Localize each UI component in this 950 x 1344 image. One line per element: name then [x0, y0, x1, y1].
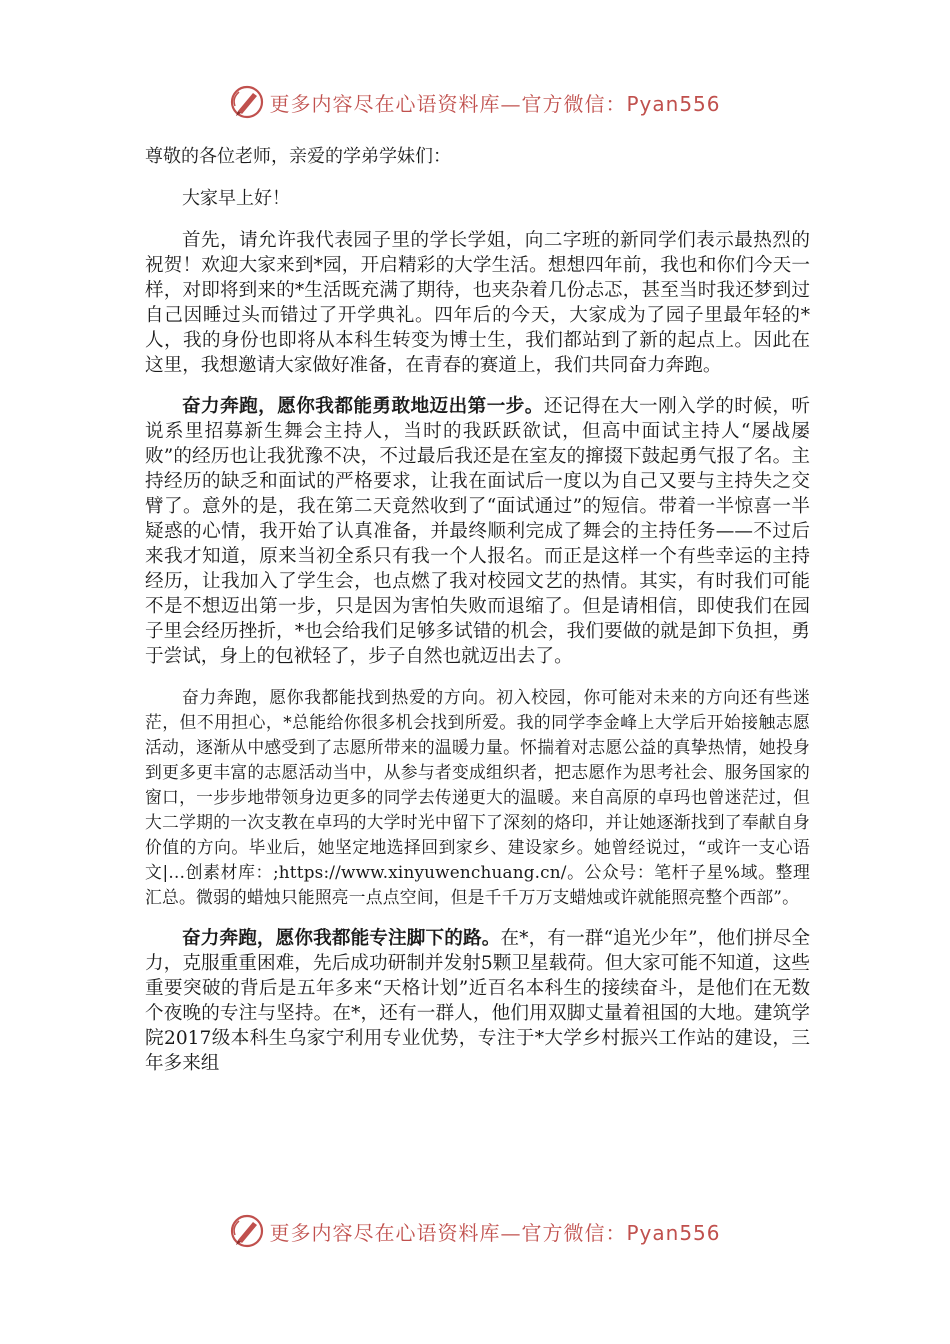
paragraph-1: 首先，请允许我代表园子里的学长学姐，向二字班的新同学们表示最热烈的祝贺！欢迎大家来到*园，开启精彩的大学生活。想想四年前，我也和你们今天一样，对即将到来的*生活既充满了期待，也夹杂着几份忐忑，甚至当时我还梦到过自己因睡过头而错过了开学典礼。四年后的今天，大家成为了园子里最年轻的*人，我的身份也即将从本科生转变为博士生，我们都站到了新的起点上。因此在这里，我想邀请大家做好准备，在青春的赛道上，我们共同奋力奔跑。	[145, 230, 810, 376]
paragraph-2-lead: 奋力奔跑，愿你我都能勇敢地迈出第一步。	[182, 396, 544, 417]
paragraph-2	[145, 394, 810, 669]
banner-text: 更多内容尽在心语资料库—官方微信：Pyan556	[269, 91, 721, 116]
salutation: 尊敬的各位老师，亲爱的学弟学妹们：	[145, 146, 451, 167]
paragraph-2-body: 还记得在大一刚入学的时候，听说系里招募新生舞会主持人，当时的我跃跃欲试，但高中面试主持人“屡战屡败”的经历也让我犹豫不决，不过最后我还是在室友的撺掇下鼓起勇气报了名。主持经历的缺乏和面试的严格要求，让我在面试后一度以为自己又要与主持失之交臂了。意外的是，我在第二天竟然收到了“面试通过”的短信。带着一半惊喜一半疑惑的心情，我开始了认真准备，并最终顺利完成了舞会的主持任务——不过后来我才知道，原来当初全系只有我一个人报名。而正是这样一个有些幸运的主持经历，让我加入了学生会，也点燃了我对校园文艺的热情。其实，有时我们可能不是不想迈出第一步，只是因为害怕失败而退缩了。但是请相信，即使我们在园子里会经历挫折，*也会给我们足够多试错的机会，我们要做的就是卸下负担，勇于尝试，身上的包袱轻了，步子自然也就迈出去了。	[145, 396, 810, 667]
greeting: 大家早上好！	[182, 188, 290, 209]
pen-logo-icon	[229, 1213, 265, 1249]
wechat-id: Pyan556	[626, 1220, 721, 1245]
wechat-id: Pyan556	[626, 91, 721, 116]
header-banner	[0, 82, 950, 122]
document-body	[145, 140, 810, 1076]
banner-text: 更多内容尽在心语资料库—官方微信：Pyan556	[269, 1220, 721, 1245]
paragraph-4	[145, 926, 810, 1076]
paragraph-3: 奋力奔跑，愿你我都能找到热爱的方向。初入校园，你可能对未来的方向还有些迷茫，但不用担心，*总能给你很多机会找到所爱。我的同学李金峰上大学后开始接触志愿活动，逐渐从中感受到了志愿所带来的温暖力量。怀揣着对志愿公益的真挚热情，她投身到更多更丰富的志愿活动当中，从参与者变成组织者，把志愿作为思考社会、服务国家的窗口，一步步地带领身边更多的同学去传递更大的温暖。来自高原的卓玛也曾迷茫过，但大二学期的一次支教在卓玛的大学时光中留下了深刻的烙印，并让她逐渐找到了奉献自身价值的方向。毕业后，她坚定地选择回到家乡、建设家乡。她曾经说过，“或许一支心语文|…创素材库：;https://www.xinyuwenchuang.cn/。公众号：笔杆子星%域。整理汇总。微弱的蜡烛只能照亮一点点空间，但是千千万万支蜡烛或许就能照亮整个西部”。	[145, 687, 810, 907]
footer-banner	[0, 1211, 950, 1251]
paragraph-4-body: 在*，有一群“追光少年”，他们拼尽全力，克服重重困难，先后成功研制并发射5颗卫星载荷。但大家可能不知道，这些重要突破的背后是五年多来“天格计划”近百名本科生的接续奋斗，是他们在无数个夜晚的专注与坚持。在*，还有一群人，他们用双脚丈量着祖国的大地。建筑学院2017级本科生乌家宁利用专业优势，专注于*大学乡村振兴工作站的建设，三年多来组	[145, 928, 810, 1074]
pen-logo-icon	[229, 84, 265, 120]
paragraph-4-lead: 奋力奔跑，愿你我都能专注脚下的路。	[182, 928, 501, 949]
